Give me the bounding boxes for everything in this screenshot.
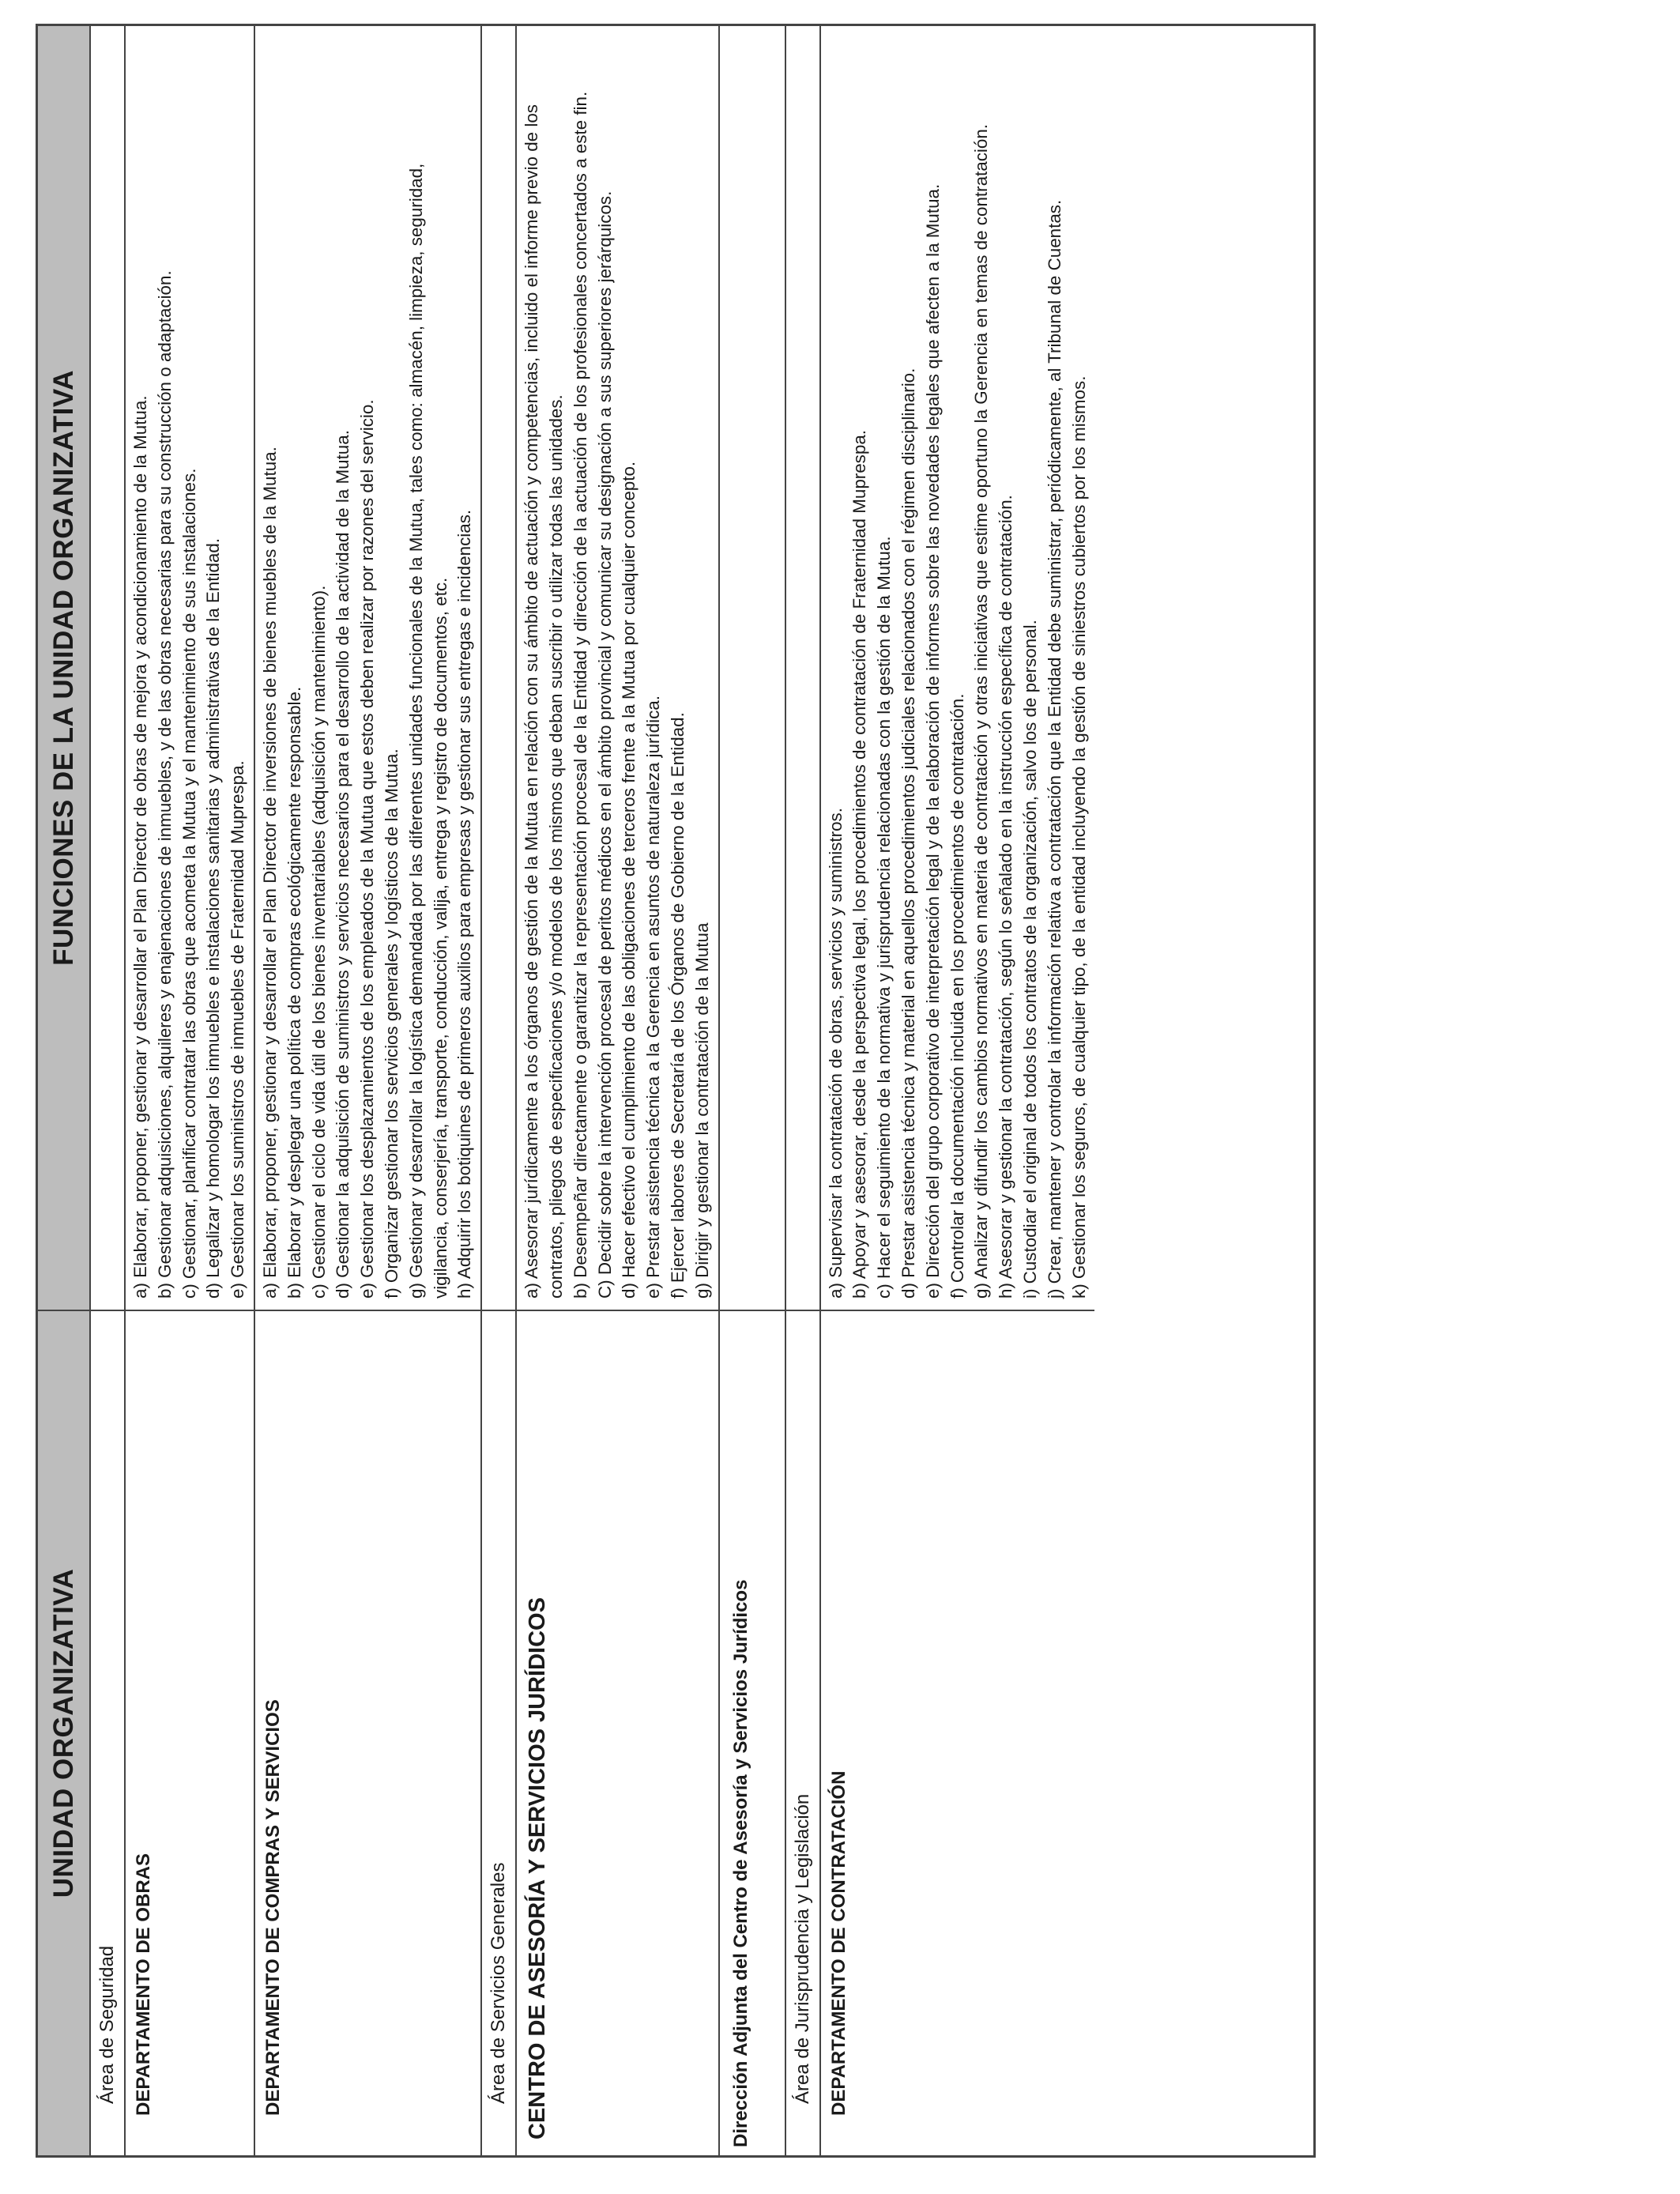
function-item: h) Adquirir los botiquines de primeros auxilios para empresas y gestionar sus entregas e incidencias. bbox=[454, 509, 475, 1299]
function-item: h) Asesorar y gestionar la contratación, según lo señalado en la instrucción específica de contratación. bbox=[996, 495, 1016, 1299]
function-item: e) Gestionar los desplazamientos de los empleados de la Mutua que estos deben realizar por razones del servicio. bbox=[357, 399, 378, 1299]
header-funciones: FUNCIONES DE LA UNIDAD ORGANIZATIVA bbox=[47, 370, 79, 966]
function-item: f) Ejercer labores de Secretaría de los Órganos de Gobierno de la Entidad. bbox=[667, 712, 687, 1299]
obras-functions bbox=[126, 26, 254, 1310]
function-item: g) Analizar y difundir los cambios normativos en materia de contratación y otras iniciativas que estime oportuno la Gerencia en temas de contratación. bbox=[971, 123, 992, 1299]
function-item: a) Elaborar, proponer, gestionar y desarrollar el Plan Director de obras de mejora y acondicionamiento de la Mutua. bbox=[130, 395, 150, 1299]
contratacion-row bbox=[821, 26, 1095, 2155]
function-item: f) Controlar la documentación incluida en los procedimientos de contratación. bbox=[947, 693, 967, 1299]
function-item: e) Gestionar los suministros de inmuebles de Fraternidad Muprespa. bbox=[228, 760, 248, 1299]
compras-title: DEPARTAMENTO DE COMPRAS Y SERVICIOS bbox=[255, 1310, 480, 2155]
function-item: c) Gestionar, planificar contratar las obras que acometa la Mutua y el mantenimiento de sus instalaciones. bbox=[179, 468, 199, 1299]
asesoria-title: CENTRO DE ASESORÍA Y SERVICIOS JURÍDICOS bbox=[517, 1310, 718, 2155]
function-item: a) Supervisar la contratación de obras, servicios y suministros. bbox=[825, 808, 846, 1299]
function-item: a) Elaborar, proponer, gestionar y desarrollar el Plan Director de inversiones de bienes muebles de la Mutua. bbox=[259, 447, 280, 1299]
adjunta-title: Dirección Adjunta del Centro de Asesoría y Servicios Jurídicos bbox=[720, 1310, 785, 2155]
function-item: b) Elaborar y desplegar una política de compras ecológicamente responsable. bbox=[284, 686, 304, 1299]
area-seguridad-label: Área de Seguridad bbox=[91, 1310, 124, 2155]
function-item: vigilancia, conserjería, transporte, conducción, valija, entrega y registro de documentos, etc. bbox=[430, 577, 450, 1299]
function-item: b) Apoyar y asesorar, desde la perspectiva legal, los procedimientos de contratación de Fraternidad Muprespa. bbox=[849, 430, 870, 1299]
asesoria-functions bbox=[517, 26, 718, 1310]
compras-row bbox=[255, 26, 482, 2155]
contratacion-title: DEPARTAMENTO DE CONTRATACIÓN bbox=[821, 1310, 1095, 2155]
function-item: e) Dirección del grupo corporativo de interpretación legal y de la elaboración de informes sobre las novedades legales que afecten a la Mutua. bbox=[922, 183, 943, 1299]
area-seguridad-row bbox=[91, 26, 126, 2155]
function-item: f) Organizar gestionar los servicios generales y logísticos de la Mutua. bbox=[381, 748, 401, 1299]
function-item: g) Gestionar y desarrollar la logística demandada por las diferentes unidades funcionales de la Mutua, tales como: almacén, limpieza, seguridad, bbox=[405, 163, 426, 1299]
function-item: c) Hacer el seguimiento de la normativa y jurisprudencia relacionadas con la gestión de la Mutua. bbox=[874, 536, 895, 1299]
area-jurisprudencia-label: Área de Jurisprudencia y Legislación bbox=[786, 1310, 819, 2155]
function-item: c) Gestionar el ciclo de vida útil de los bienes inventariables (adquisición y mantenimiento). bbox=[308, 585, 329, 1299]
function-item: b) Desempeñar directamente o garantizar la representación procesal de la Entidad y dirección de la actuación de los profesionales concertados a este fin. bbox=[570, 91, 590, 1299]
organizational-table bbox=[36, 24, 1316, 2158]
table-header bbox=[38, 26, 91, 2155]
function-item: a) Asesorar jurídicamente a los órganos de gestión de la Mutua en relación con su ámbito de actuación y competencias, incluido el informe previo de los bbox=[522, 104, 542, 1299]
function-item: d) Gestionar la adquisición de suministros y servicios necesarios para el desarrollo de la actividad de la Mutua. bbox=[333, 430, 353, 1299]
function-item: k) Gestionar los seguros, de cualquier tipo, de la entidad incluyendo la gestión de siniestros cubiertos por los mismos. bbox=[1068, 375, 1089, 1299]
adjunta-row bbox=[720, 26, 786, 2155]
function-item: d) Hacer efectivo el cumplimiento de las obligaciones de terceros frente a la Mutua por cualquier concepto. bbox=[619, 461, 639, 1299]
function-item: C) Decidir sobre la intervención procesal de peritos médicos en el ámbito provincial y comunicar su designación a sus superiores jerárquicos. bbox=[594, 190, 615, 1299]
function-item: e) Prestar asistencia técnica a la Gerencia en asuntos de naturaleza jurídica. bbox=[643, 696, 664, 1299]
area-jurisprudencia-row bbox=[786, 26, 821, 2155]
function-item: contratos, pliegos de especificaciones y/o modelos de los mismos que deban suscribir o utilizar todas las unidades. bbox=[545, 394, 566, 1299]
function-item: j) Crear, mantener y controlar la información relativa a contratación que la Entidad debe suministrar, periódicamente, al Tribunal de Cuentas. bbox=[1044, 199, 1064, 1299]
area-servicios-row bbox=[482, 26, 517, 2155]
area-servicios-label: Área de Servicios Generales bbox=[482, 1310, 515, 2155]
contratacion-functions bbox=[821, 26, 1095, 1310]
header-unidad: UNIDAD ORGANIZATIVA bbox=[38, 1310, 89, 2155]
function-item: b) Gestionar adquisiciones, alquileres y enajenaciones de inmuebles, y de las obras necesarias para su construcción o adaptación. bbox=[154, 270, 175, 1299]
function-item: d) Prestar asistencia técnica y material en aquellos procedimientos judiciales relacionados con el régimen disciplinario. bbox=[898, 368, 918, 1299]
function-item: i) Custodiar el original de todos los contratos de la organización, salvo los de personal. bbox=[1019, 620, 1040, 1299]
function-item: g) Dirigir y gestionar la contratación de la Mutua bbox=[691, 922, 712, 1299]
compras-functions bbox=[255, 26, 480, 1310]
obras-row bbox=[126, 26, 255, 2155]
asesoria-row bbox=[517, 26, 719, 2155]
obras-title: DEPARTAMENTO DE OBRAS bbox=[126, 1310, 254, 2155]
function-item: d) Legalizar y homologar los inmuebles e instalaciones sanitarias y administrativas de la Entidad. bbox=[203, 537, 224, 1299]
